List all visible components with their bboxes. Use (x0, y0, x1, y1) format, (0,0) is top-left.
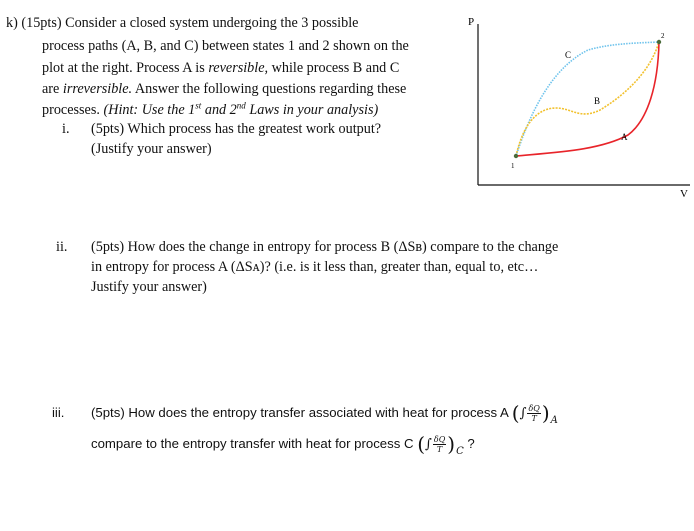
question-text-5: processes. (42, 102, 100, 118)
part-i-line-2: (Justify your answer) (91, 141, 212, 157)
part-ii-numeral: ii. (56, 239, 68, 255)
path-a (516, 42, 659, 156)
y-axis-label: P (468, 16, 475, 28)
path-a-label: A (621, 132, 628, 142)
state-2-label: 2 (661, 32, 665, 40)
integral-expression-a: (∫ $\frac{\delta Q}{T})_A$ (511, 400, 558, 426)
question-label: k) (6, 15, 18, 31)
part-i-numeral: i. (62, 121, 70, 137)
path-b-label: B (594, 96, 601, 106)
hint-text: (Hint: Use the 1st and 2nd Laws in your analysis) (103, 100, 379, 118)
part-i-line-1: (5pts) Which process has the greatest work output? (91, 121, 382, 137)
part-iii-text-1: (5pts) How does the entropy transfer associated with heat for process A (91, 405, 509, 420)
question-text-4-end: Answer the following questions regarding these (134, 81, 407, 97)
part-iii-numeral: iii. (52, 405, 65, 420)
question-text-3-end: while process B and C (271, 60, 400, 76)
question-italic-reversible: reversible, (208, 60, 269, 76)
path-b (516, 42, 659, 156)
question-line-2: process paths (A, B, and C) between states 1 and 2 shown on the (42, 38, 409, 54)
state-1-label: 1 (511, 162, 515, 170)
path-c-label: C (565, 50, 572, 60)
question-mark: ? (467, 436, 475, 451)
question-text-3: plot at the right. Process A is (42, 60, 205, 76)
integral-expression-c: (∫ $\frac{\delta Q}{T})_C$ (417, 431, 464, 457)
question-text-1: Consider a closed system undergoing the 3 possible (65, 15, 359, 31)
state-2-point (657, 40, 661, 44)
part-ii-line-1: (5pts) How does the change in entropy for process B (ΔSʙ) compare to the change (91, 239, 559, 255)
question-points: (15pts) (21, 15, 62, 31)
part-ii-line-3: Justify your answer) (91, 279, 207, 295)
part-ii-line-2: in entropy for process A (ΔSᴀ)? (i.e. is it less than, greater than, equal to, etc… (91, 259, 539, 275)
question-italic-irreversible: irreversible. (62, 81, 133, 97)
x-axis-label: V (680, 188, 688, 200)
path-c (516, 42, 659, 156)
state-1-point (514, 154, 518, 158)
part-iii-text-2: compare to the entropy transfer with heat for process C (91, 436, 414, 451)
question-text-4: are (42, 81, 60, 97)
